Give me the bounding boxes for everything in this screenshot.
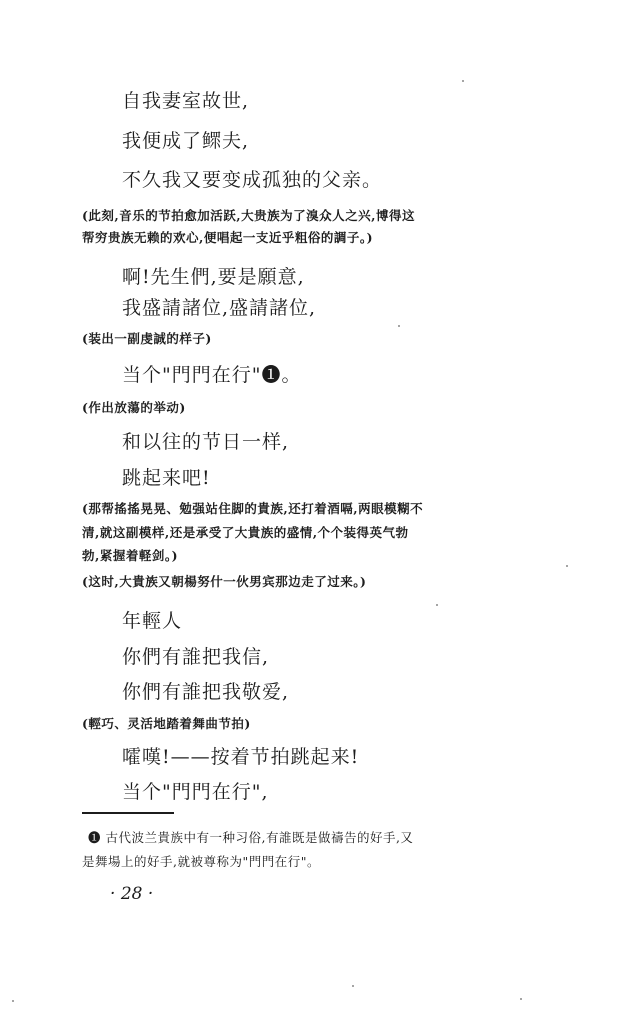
- footnote-line-1: ❶ 古代波兰貴族中有一种习俗,有誰既是做禱告的好手,又: [88, 830, 414, 845]
- stage-direction-1b: 帮穷贵族无赖的欢心,便唱起一支近乎粗俗的調子。): [82, 230, 374, 245]
- verse-line-13: 当个"門門在行",: [122, 781, 269, 803]
- page-number: · 28 ·: [110, 884, 154, 904]
- verse-line-2: 我便成了鳏夫,: [122, 130, 250, 152]
- verse-line-4: 啊!先生們,要是願意,: [122, 266, 305, 288]
- stage-direction-1a: (此刻,音乐的节拍愈加活跃,大贵族为了溴众人之兴,博得这: [82, 208, 415, 223]
- scan-speck: [352, 985, 354, 987]
- scan-speck: [462, 80, 464, 82]
- verse-line-7: 和以往的节日一样,: [122, 431, 290, 453]
- stage-direction-2: (装出一副虔誠的样子): [82, 331, 212, 346]
- verse-line-10: 你們有誰把我信,: [122, 646, 270, 668]
- footnote-line-2: 是舞場上的好手,就被尊称为"門門在行"。: [82, 854, 320, 869]
- verse-line-1: 自我妻室故世,: [122, 90, 250, 112]
- stage-direction-4a: (那帮搖搖晃晃、勉强站住脚的貴族,还打着酒嗝,两眼模糊不: [82, 501, 424, 516]
- stage-direction-3: (作出放蕩的举动): [82, 400, 186, 415]
- verse-line-3: 不久我又要变成孤独的父亲。: [122, 169, 383, 191]
- scan-speck: [398, 325, 400, 327]
- stage-direction-6: (輕巧、灵活地踏着舞曲节拍): [82, 716, 251, 731]
- stage-direction-4b: 清,就这副模样,还是承受了大貴族的盛情,个个装得英气勃: [82, 525, 409, 540]
- footnote-rule: [82, 812, 174, 814]
- scan-speck: [520, 998, 522, 1000]
- scan-speck: [436, 604, 438, 606]
- verse-line-12: 嚯嘆!——按着节拍跳起来!: [122, 746, 360, 768]
- stage-direction-5: (这时,大貴族又朝楊努什一伙男宾那边走了过来。): [82, 574, 367, 589]
- verse-line-11: 你們有誰把我敬爱,: [122, 681, 290, 703]
- page-number-value: 28: [120, 884, 143, 904]
- scan-speck: [12, 1000, 14, 1002]
- verse-line-5: 我盛請諸位,盛請諸位,: [122, 297, 317, 319]
- verse-line-9: 年輕人: [122, 610, 183, 632]
- scan-speck: [566, 565, 568, 567]
- verse-line-6: 当个"門門在行"❶。: [122, 364, 302, 386]
- stage-direction-4c: 勃,紧握着軽剑。): [82, 548, 179, 563]
- verse-line-8: 跳起来吧!: [122, 467, 211, 489]
